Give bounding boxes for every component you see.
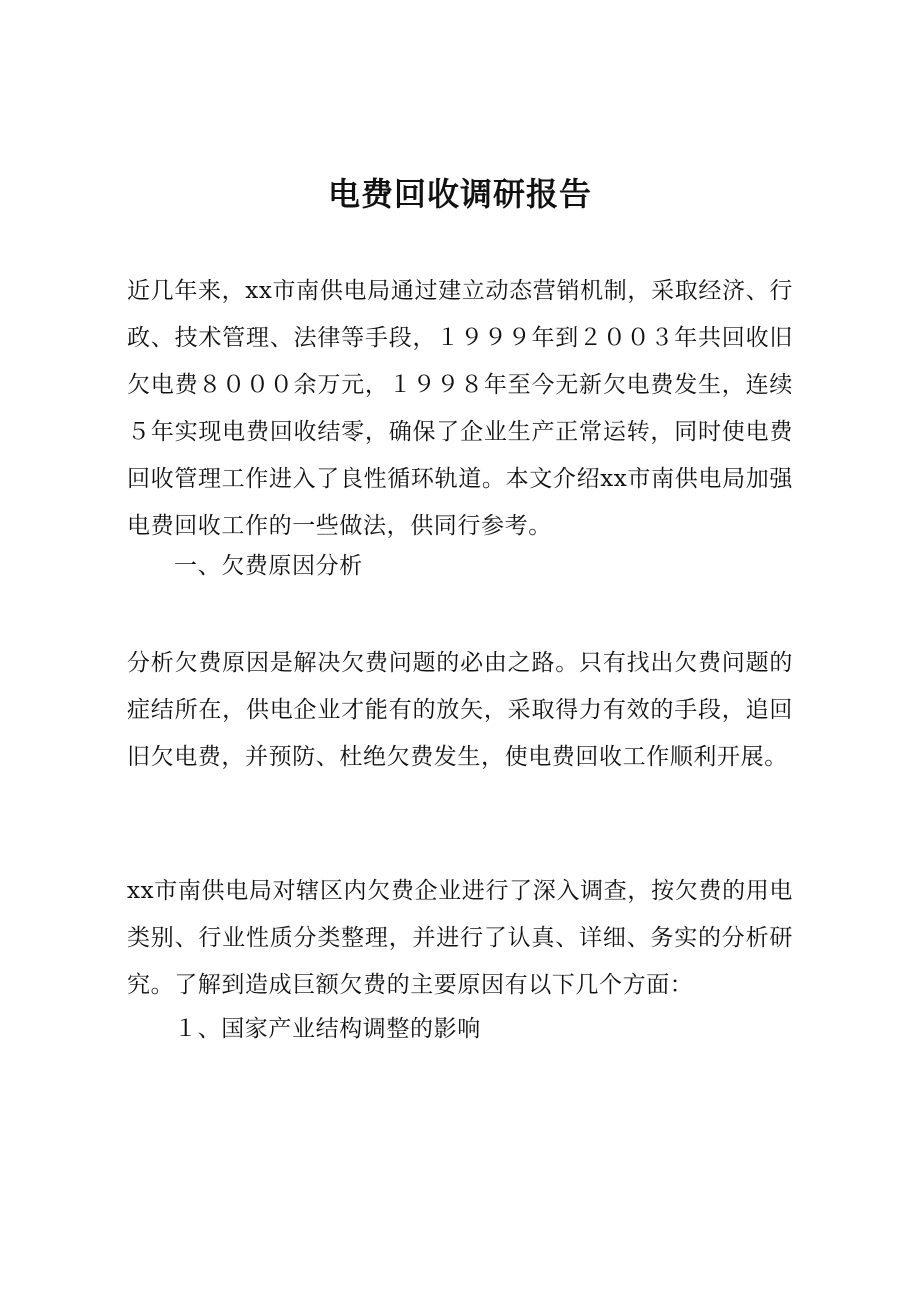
analysis-paragraph: 分析欠费原因是解决欠费问题的必由之路。只有找出欠费问题的症结所在，供电企业才能有的放矢，采取得力有效的手段，追回旧欠电费，并预防、杜绝欠费发生，使电费回收工作顺利开展。 (127, 650, 793, 770)
investigation-paragraph: xx市南供电局对辖区内欠费企业进行了深入调查，按欠费的用电类别、行业性质分类整理，并进行了认真、详细、务实的分析研究。了解到造成巨额欠费的主要原因有以下几个方面： (127, 878, 793, 998)
document-title: 电费回收调研报告 (327, 175, 592, 213)
section-heading-causes: 一、欠费原因分析 (174, 553, 363, 579)
intro-paragraph: 近几年来，xx市南供电局通过建立动态营销机制，采取经济、行政、技术管理、法律等手段，１９９９年到２００３年共回收旧欠电费８０００余万元，１９９８年至今无新欠电费发生，连续５年实现电费回收结零，确保了企业生产正常运转，同时使电费回收管理工作进入了良性循环轨道。本文介绍xx市南供电局加强电费回收工作的一些做法，供同行参考。 (127, 278, 793, 539)
subsection-heading-industry: １、国家产业结构调整的影响 (174, 1016, 481, 1042)
